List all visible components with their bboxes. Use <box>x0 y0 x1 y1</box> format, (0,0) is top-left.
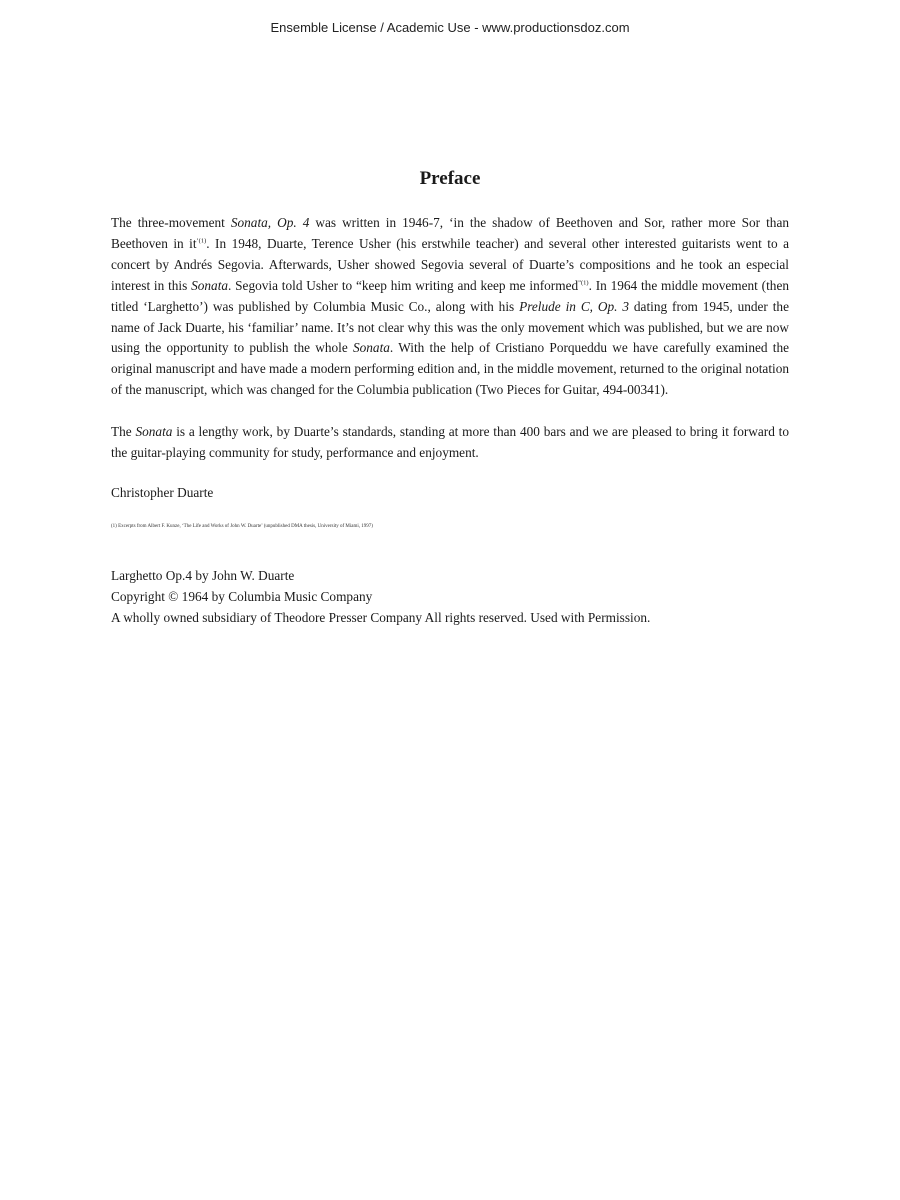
footnote: (1) Excerpts from Albert F. Kunze, ‘The Life and Works of John W. Duarte’ (unpublished DMA thesis, University of Miami, 1997) <box>111 524 373 530</box>
credit-line-copyright: Copyright © 1964 by Columbia Music Company <box>111 589 373 605</box>
preface-paragraph-2 <box>111 422 789 464</box>
text-run: was written in 1946-7, ‘in the shadow of Beethoven and Sor, rather more Sor than Beethoven in it <box>111 215 789 251</box>
text-run: . Segovia told Usher to “keep him writing and keep me informed <box>228 277 579 293</box>
footnote-reference: ”(1) <box>578 279 589 287</box>
page-title: Preface <box>419 168 481 189</box>
text-run: . In 1948, Duarte, Terence Usher (his erstwhile teacher) and several other interested guitarists went to a concert by Andrés Segovia. Afterwards, Usher showed Segovia several of Duarte’s compositions and he took an especial interest in this <box>111 235 789 293</box>
work-title: Sonata <box>191 277 229 293</box>
text-run: The <box>111 423 136 439</box>
credit-line-rights: A wholly owned subsidiary of Theodore Presser Company All rights reserved. Used with Permission. <box>111 610 651 626</box>
preface-body <box>111 213 789 628</box>
license-header: Ensemble License / Academic Use - www.productionsdoz.com <box>270 20 630 35</box>
text-run: . In 1964 the middle movement (then titled ‘Larghetto’) was published by Columbia Music Co., along with his <box>111 277 789 314</box>
text-run: The three-movement <box>111 215 231 230</box>
work-title: Sonata <box>135 423 173 439</box>
work-title: Sonata <box>352 340 390 356</box>
work-title: Prelude in C, Op. 3 <box>519 298 630 314</box>
copyright-credits <box>111 565 789 628</box>
footnote-reference: ’(1) <box>196 237 207 245</box>
text-run: dating from 1945, under the name of Jack Duarte, his ‘familiar’ name. It’s not clear why this was the only movement which was published, but we are now using the opportunity to publish the whole <box>111 298 789 356</box>
credit-line-title: Larghetto Op.4 by John W. Duarte <box>111 568 295 584</box>
text-run: is a lengthy work, by Duarte’s standards, standing at more than 400 bars and we are pleased to bring it forward to the guitar-playing community for study, performance and enjoyment. <box>111 423 789 460</box>
text-run: . With the help of Cristiano Porqueddu we have carefully examined the original manuscript and have made a modern performing edition and, in the middle movement, returned to the original notation of the manuscript, which was changed for the Columbia publication (Two Pieces for Guitar, 494-00341). <box>111 340 789 398</box>
author-signature: Christopher Duarte <box>111 485 214 501</box>
work-title: Sonata, Op. 4 <box>230 215 310 230</box>
preface-paragraph-1 <box>111 213 789 401</box>
